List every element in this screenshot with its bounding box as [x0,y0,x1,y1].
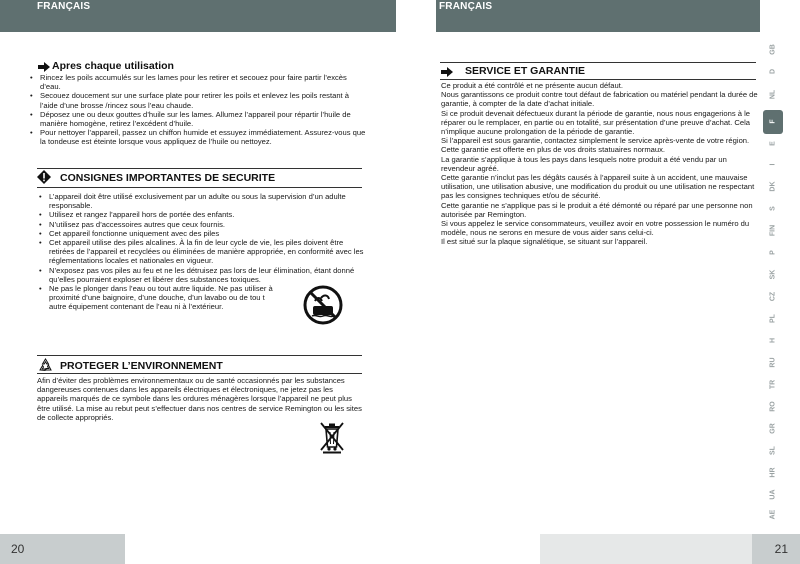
lang-i[interactable]: I [769,163,777,166]
lang-tr[interactable]: TR [769,379,777,390]
service-top-rule [440,62,756,63]
safety-title: CONSIGNES IMPORTANTES DE SECURITE [60,172,276,184]
list-item: • L’appareil doit être utilisé exclusivement par un adulte ou sous la supervision d’un adulte responsable. [37,192,365,210]
lang-e[interactable]: E [769,141,777,146]
service-paragraph: Cette garantie est offerte en plus de vos droits statuaires normaux. [441,145,665,155]
lang-nl[interactable]: NL [769,89,777,100]
service-paragraph: La garantie s’applique à tous les pays dans lesquels notre produit a été vendu par un revendeur agréé. [441,154,727,173]
lang-ro[interactable]: RO [769,401,777,412]
right-footer-band [540,534,752,564]
lang-p[interactable]: P [769,250,777,255]
service-text [441,81,759,247]
left-header-title: FRANÇAIS [37,1,91,12]
lang-h[interactable]: H [769,337,777,344]
lang-ae[interactable]: AE [769,509,777,520]
lang-gb[interactable]: GB [769,44,777,55]
warning-icon [37,170,51,184]
lang-sk[interactable]: SK [769,269,777,280]
list-item: • Rincez les poils accumulés sur les lames pour les retirer et secouez pour faire partir l’excès d’eau. [28,73,366,91]
lang-f[interactable]: F [769,119,777,124]
lang-d[interactable]: D [769,68,777,75]
language-index [762,40,784,522]
left-page-header [0,0,396,32]
service-title: SERVICE ET GARANTIE [465,65,585,77]
lang-hr[interactable]: HR [769,467,777,478]
arrow-icon [441,67,453,77]
environment-text: Afin d’éviter des problèmes environnementaux ou de santé occasionnés par les substances dangereuses contenues dans les appareils électriques et électroniques, ne jetez pas les appareils marqués de ce symbole dans les ordures ménagères lorsque l’appareil ne peut plus être utilisé. La mise au rebut peut s’effectuer dans nos centres de service Remington ou les sites de collecte appropriés. [37,376,362,422]
right-header-title: FRANÇAIS [439,1,493,12]
arrow-icon [38,62,50,72]
service-paragraph: Cette garantie n’inclut pas les dégâts causés à l’appareil suite à un accident, une mauvaise utilisation, une utilisation abusive, une modification du produit ou une utilisation ne respectant pas les consignes techniques et/ou de sécurité. [441,173,755,201]
service-paragraph: Si l’appareil est sous garantie, contactez simplement le service après-vente de votre région. [441,136,750,146]
right-page-number: 21 [774,542,788,556]
list-item: • N’utilisez pas d’accessoires autres que ceux fournis. [37,220,365,229]
after-use-title: Apres chaque utilisation [52,60,174,72]
right-page-header [436,0,760,32]
service-paragraph: Si vous appelez le service consommateurs, veuillez avoir en votre possession le numéro du modèle, nous ne serons en mesure de vous aider sans celui-ci. [441,219,750,238]
left-page-number: 20 [11,542,25,556]
lang-cz[interactable]: CZ [769,291,777,302]
service-paragraph: Ce produit a été contrôlé et ne présente aucun défaut. [441,81,623,90]
lang-sl[interactable]: SL [769,446,777,455]
weee-crossed-bin-icon [318,420,346,454]
safety-top-rule [37,168,362,169]
service-paragraph: Nous garantissons ce produit contre tout défaut de fabrication ou matériel pendant la durée de garantie, à compter de la date d’achat initiale. [441,90,758,109]
lang-ua[interactable]: UA [769,489,777,500]
service-paragraph: Cette garantie ne s’applique pas si le produit a été démonté ou réparé par une personne non autorisée par Remington. [441,200,753,219]
left-page-footer [0,534,125,564]
after-use-list [28,73,366,147]
list-item: • Secouez doucement sur une surface plate pour retirer les poils et enlevez les poils restant à l’aide d’une brosse /rincez sous l’eau chaude. [28,91,366,109]
service-paragraph: Si ce produit devenait défectueux durant la période de garantie, nous nous engagerions à le réparer ou le remplacer, en partie ou en totalité, sur présentation d’une preuve d’achat. Cela n’implique aucune prolongation de la période de garantie. [441,108,751,137]
environment-bottom-rule [37,373,362,374]
list-item: • Pour nettoyer l’appareil, passez un chiffon humide et essuyez immédiatement. Assurez-vous que la tondeuse est éteinte lorsque vous appliquez de l’huile ou nettoyez. [28,128,366,146]
environment-title: PROTEGER L’ENVIRONNEMENT [60,360,223,372]
no-water-immersion-icon [302,284,344,326]
environment-top-rule [37,355,362,356]
lang-fin[interactable]: FIN [769,224,777,237]
lang-pl[interactable]: PL [769,314,777,323]
list-item: • Cet appareil utilise des piles alcalines. À la fin de leur cycle de vie, les piles doivent être retirées de l’appareil et recyclées ou éliminées de manière appropriée, en conformité avec les réglementations locales et nationales en vigueur. [37,238,365,266]
service-bottom-rule [440,79,756,80]
list-item: • Déposez une ou deux gouttes d’huile sur les lames. Allumez l’appareil pour répartir l’huile de manière homogène, retirez l’excédent d’huile. [28,110,366,128]
list-item: • N’exposez pas vos piles au feu et ne les détruisez pas lors de leur élimination, étant donné qu’elles pourraient exploser et libérer des substances toxiques. [37,266,365,284]
service-paragraph: Il est situé sur la plaque signalétique, se situant sur l’appareil. [441,237,648,247]
recycle-icon [38,358,53,372]
lang-ru[interactable]: RU [769,357,777,368]
lang-s[interactable]: S [769,206,777,211]
lang-dk[interactable]: DK [769,181,777,192]
lang-gr[interactable]: GR [769,423,777,434]
list-item: • Ne pas le plonger dans l’eau ou tout autre liquide. Ne pas utiliser à proximité d’une baignoire, d’une douche, d’un lavabo ou de tou t autre équipement contenant de l’eau ni à l’extérieur. [37,284,277,312]
right-page-footer [752,534,800,564]
list-item: • Utilisez et rangez l’appareil hors de portée des enfants. [37,210,365,219]
safety-bottom-rule [37,187,362,188]
list-item: • Cet appareil fonctionne uniquement avec des piles [37,229,365,238]
